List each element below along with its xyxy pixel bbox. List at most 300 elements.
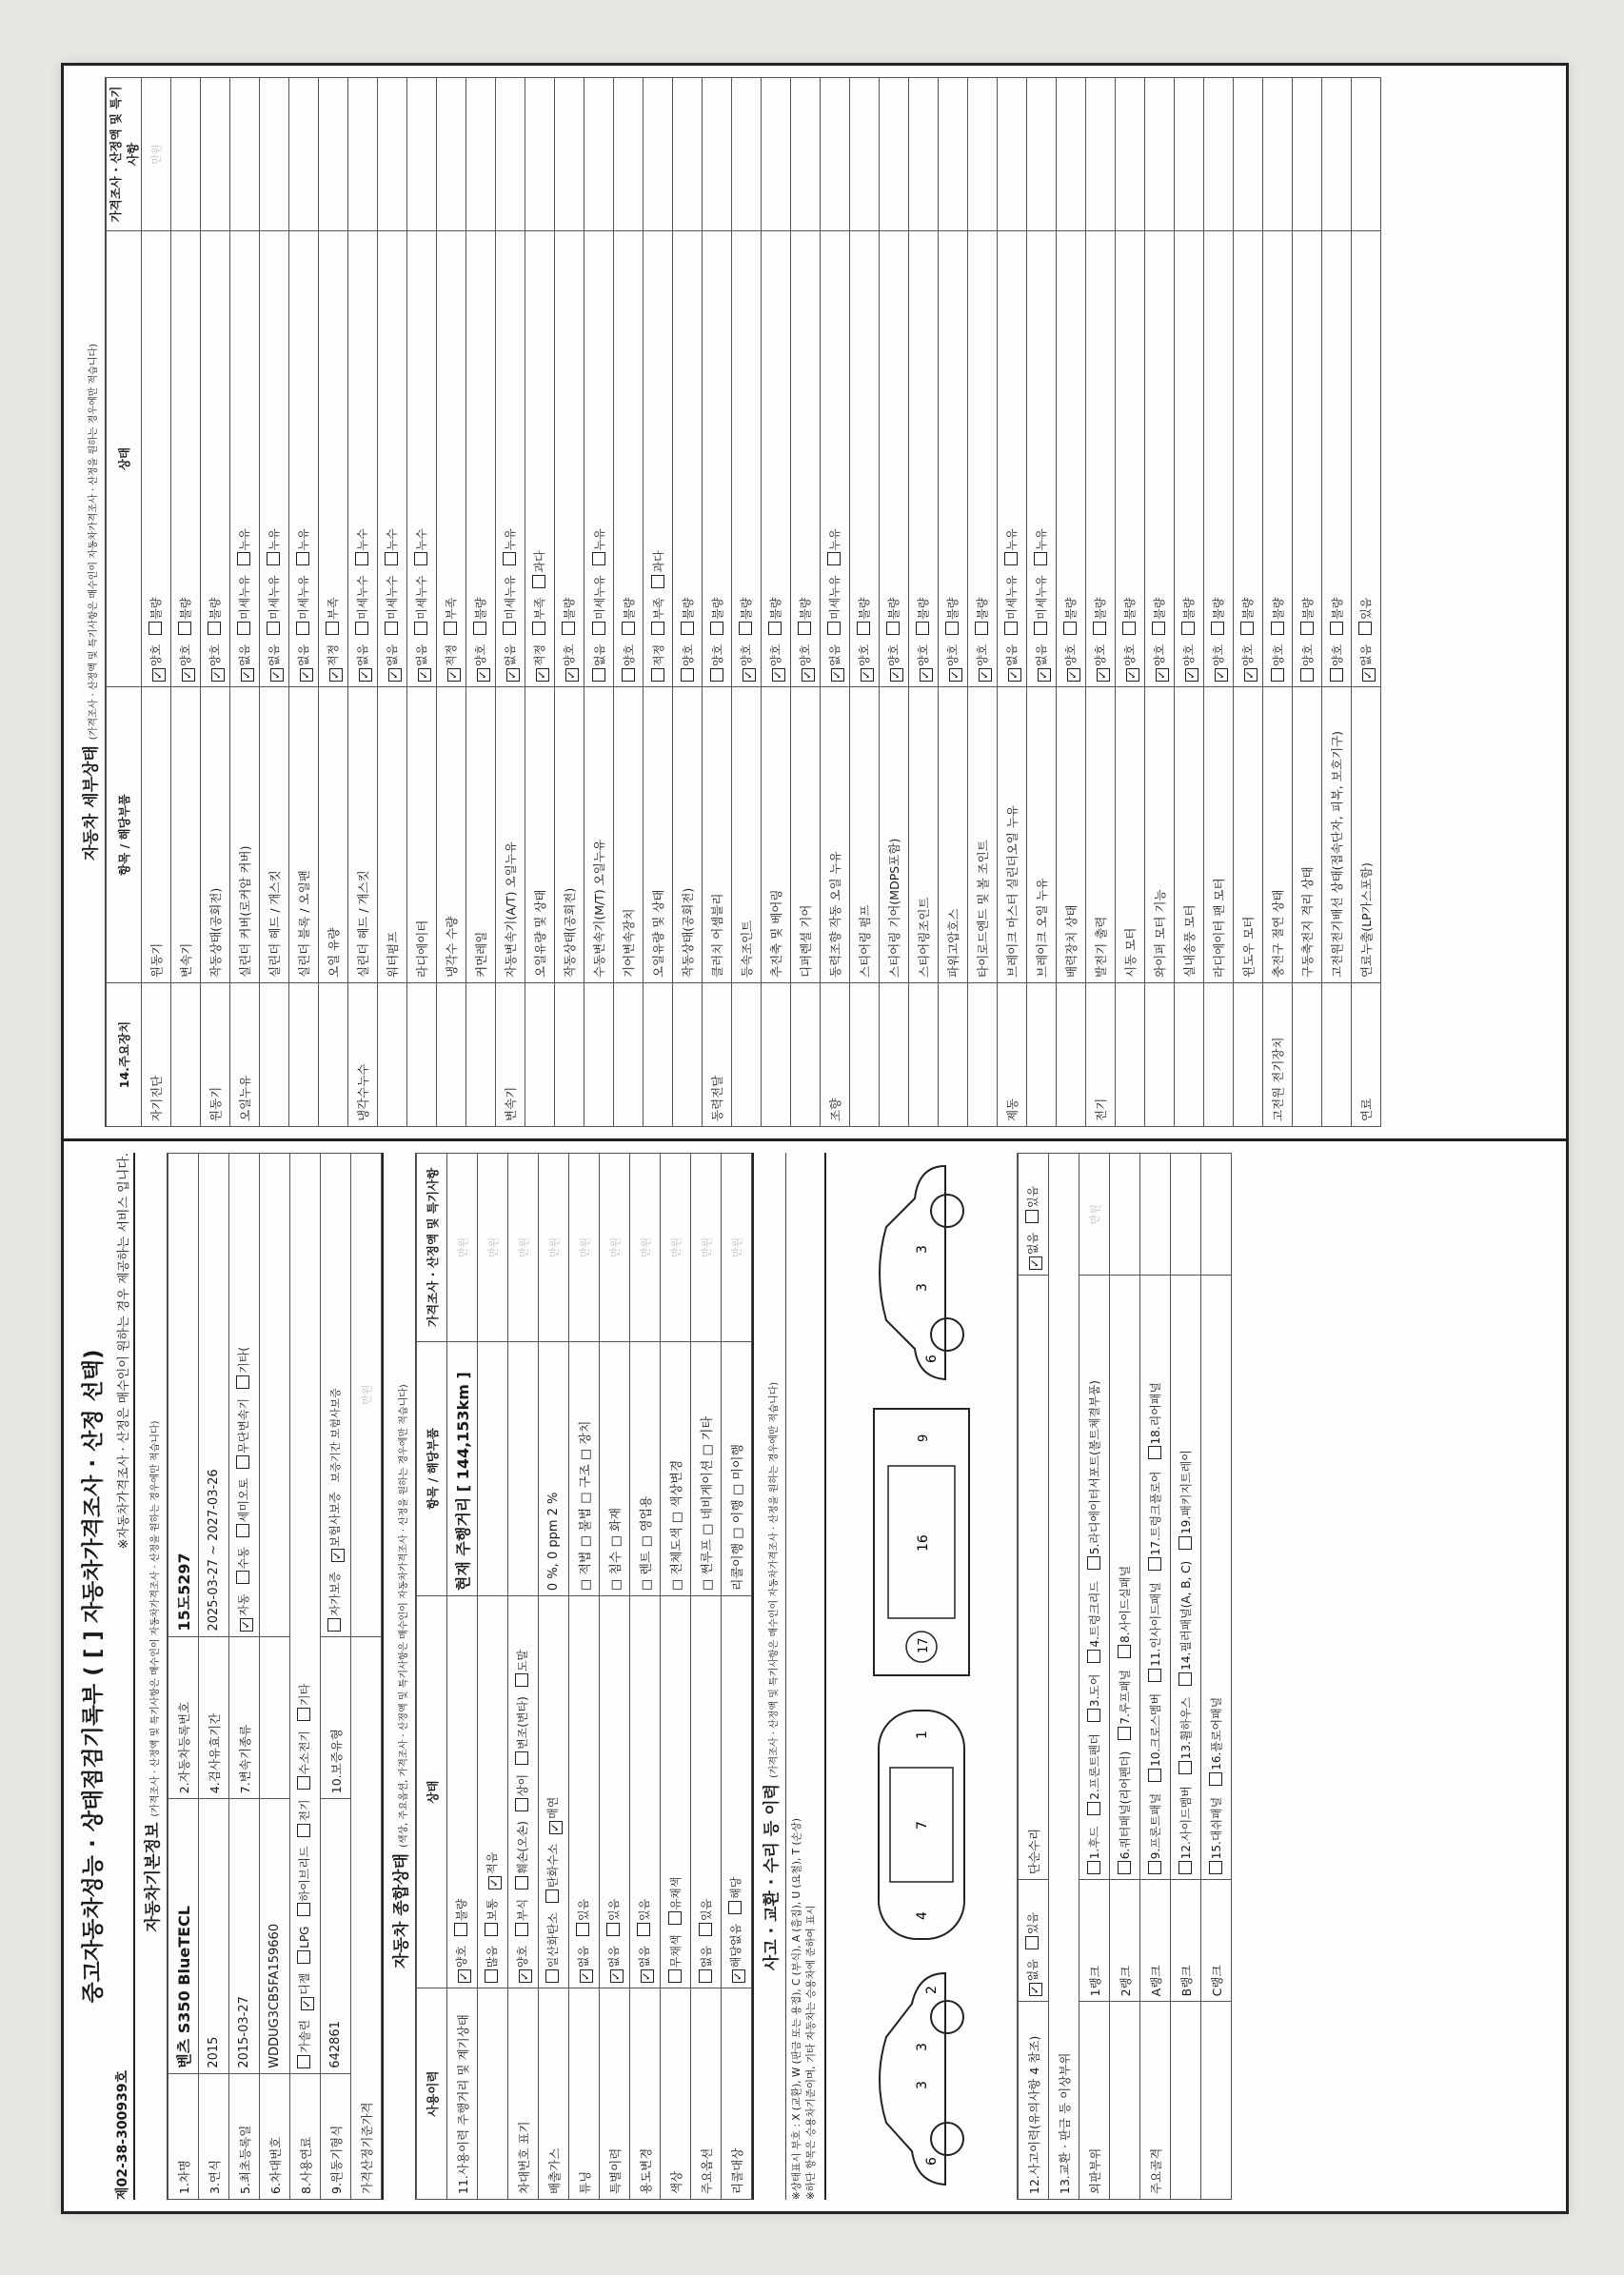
checkbox[interactable] [606,1923,620,1936]
checkbox-option[interactable] [1026,1912,1040,1949]
checkbox[interactable] [182,668,195,682]
part-option[interactable] [1088,1380,1101,1570]
checkbox-option[interactable] [237,1547,250,1584]
checkbox-option[interactable] [208,598,222,635]
checkbox[interactable] [710,668,723,682]
checkbox[interactable] [545,1969,559,1983]
checkbox-option[interactable] [828,644,842,682]
checkbox[interactable] [681,622,694,635]
checkbox-option[interactable] [356,575,369,634]
checkbox-option[interactable] [1035,575,1048,634]
checkbox[interactable] [536,668,549,682]
checkbox[interactable] [710,622,723,635]
checkbox-option[interactable] [327,644,340,682]
checkbox-option[interactable] [297,528,310,565]
checkbox-option[interactable] [593,575,606,634]
checkbox[interactable] [1330,668,1343,682]
checkbox[interactable] [1148,1446,1161,1459]
checkbox-option[interactable] [858,598,871,635]
checkbox[interactable] [772,668,785,682]
checkbox-option[interactable] [711,644,724,682]
checkbox-option[interactable] [652,644,665,682]
part-option[interactable] [1088,1581,1101,1662]
checkbox-option[interactable] [946,644,960,682]
checkbox-option[interactable] [516,1821,529,1889]
checkbox[interactable] [699,1969,712,1983]
checkbox[interactable] [622,668,635,682]
checkbox[interactable] [1300,668,1314,682]
checkbox-option[interactable] [828,575,842,634]
checkbox[interactable] [503,552,516,565]
checkbox-option[interactable] [516,1774,529,1811]
checkbox[interactable] [326,622,339,635]
checkbox-option[interactable] [298,1973,311,2010]
checkbox[interactable] [857,622,870,635]
checkbox-option[interactable] [682,598,695,635]
checkbox-option[interactable] [445,598,458,635]
checkbox[interactable] [802,668,815,682]
checkbox[interactable] [699,1923,712,1936]
checkbox[interactable] [296,552,309,565]
checkbox[interactable] [447,668,461,682]
checkbox-option[interactable] [1272,644,1285,682]
checkbox[interactable] [331,1549,345,1562]
checkbox[interactable] [236,1524,249,1537]
checkbox[interactable] [651,575,664,588]
checkbox[interactable] [975,622,988,635]
checkbox[interactable] [297,1776,310,1790]
checkbox[interactable] [418,668,431,682]
checkbox[interactable] [444,622,457,635]
checkbox[interactable] [414,552,427,565]
checkbox[interactable] [1004,622,1018,635]
checkbox-option[interactable] [1035,528,1048,565]
checkbox[interactable] [152,668,166,682]
checkbox[interactable] [485,1923,498,1936]
checkbox-option[interactable] [1359,644,1373,682]
checkbox[interactable] [1211,622,1224,635]
checkbox-option[interactable] [516,1696,529,1765]
checkbox-option[interactable] [799,598,812,635]
checkbox[interactable] [651,622,664,635]
checkbox-option[interactable] [546,1844,560,1903]
checkbox[interactable] [355,622,368,635]
checkbox-option[interactable] [474,644,487,682]
checkbox[interactable] [1087,1802,1100,1815]
checkbox-option[interactable] [1026,1233,1040,1270]
checkbox-option[interactable] [1182,598,1196,635]
checkbox[interactable] [920,668,933,682]
checkbox[interactable] [592,552,605,565]
checkbox[interactable] [890,668,903,682]
checkbox[interactable] [359,668,372,682]
checkbox-option[interactable] [1359,598,1373,635]
checkbox[interactable] [1038,668,1051,682]
checkbox[interactable] [861,668,874,682]
checkbox-option[interactable] [533,598,546,635]
checkbox[interactable] [916,622,929,635]
checkbox-option[interactable] [237,1347,250,1389]
checkbox[interactable] [1126,668,1139,682]
checkbox[interactable] [1008,668,1021,682]
checkbox[interactable] [1148,1861,1161,1874]
checkbox[interactable] [1178,1672,1192,1686]
checkbox-option[interactable] [415,644,428,682]
checkbox[interactable] [1097,668,1110,682]
checkbox[interactable] [515,1923,528,1936]
checkbox[interactable] [1209,1772,1222,1786]
checkbox-option[interactable] [593,528,606,565]
checkbox[interactable] [827,552,841,565]
checkbox[interactable] [1178,1861,1192,1874]
checkbox[interactable] [886,622,900,635]
checkbox[interactable] [149,622,162,635]
checkbox-option[interactable] [1094,644,1107,682]
part-option[interactable] [1210,1797,1223,1874]
checkbox-option[interactable] [297,644,310,682]
checkbox[interactable] [519,1969,532,1983]
checkbox[interactable] [1300,622,1314,635]
checkbox[interactable] [1244,668,1258,682]
checkbox-option[interactable] [1026,1959,1040,1996]
checkbox[interactable] [1215,668,1228,682]
checkbox[interactable] [329,668,343,682]
checkbox[interactable] [1087,1556,1100,1570]
checkbox-option[interactable] [577,1946,590,1983]
checkbox-option[interactable] [976,644,989,682]
checkbox[interactable] [1118,1645,1131,1658]
checkbox-option[interactable] [682,644,695,682]
checkbox[interactable] [592,668,605,682]
checkbox[interactable] [1029,1256,1042,1270]
checkbox[interactable] [1362,668,1376,682]
checkbox-option[interactable] [179,598,192,635]
checkbox[interactable] [1178,1536,1192,1550]
checkbox[interactable] [576,1923,589,1936]
checkbox[interactable] [1118,1727,1131,1740]
checkbox-option[interactable] [516,1899,529,1936]
checkbox[interactable] [532,622,545,635]
checkbox[interactable] [580,1969,593,1983]
checkbox-option[interactable] [237,1398,250,1469]
checkbox[interactable] [768,622,782,635]
part-option[interactable] [1210,1697,1223,1786]
checkbox[interactable] [1271,668,1284,682]
checkbox[interactable] [237,622,250,635]
checkbox[interactable] [1067,668,1080,682]
checkbox[interactable] [1063,622,1077,635]
checkbox[interactable] [1118,1861,1131,1874]
checkbox-option[interactable] [828,528,842,565]
checkbox-option[interactable] [504,644,517,682]
checkbox-option[interactable] [623,598,636,635]
part-option[interactable] [1119,1566,1132,1658]
checkbox-option[interactable] [887,644,901,682]
checkbox-option[interactable] [917,644,930,682]
checkbox-option[interactable] [946,598,960,635]
checkbox-option[interactable] [298,1847,311,1917]
checkbox[interactable] [297,1824,310,1837]
checkbox-option[interactable] [740,598,753,635]
checkbox-option[interactable] [652,550,665,587]
checkbox[interactable] [565,668,579,682]
part-option[interactable] [1149,1582,1162,1682]
checkbox[interactable] [637,1923,650,1936]
checkbox[interactable] [1148,1769,1161,1782]
checkbox[interactable] [798,622,811,635]
checkbox[interactable] [473,622,486,635]
checkbox-option[interactable] [297,575,310,634]
checkbox-option[interactable] [669,1934,683,1983]
part-option[interactable] [1179,1786,1193,1874]
checkbox[interactable] [1087,1861,1100,1874]
checkbox[interactable] [945,622,959,635]
checkbox[interactable] [1025,1210,1039,1223]
checkbox[interactable] [506,668,520,682]
checkbox[interactable] [732,1969,745,1983]
checkbox[interactable] [236,1455,249,1469]
checkbox[interactable] [592,622,605,635]
checkbox-option[interactable] [485,1899,499,1936]
checkbox-option[interactable] [669,1877,683,1926]
checkbox[interactable] [1152,622,1165,635]
checkbox-option[interactable] [1241,598,1255,635]
checkbox-option[interactable] [238,575,251,634]
checkbox-option[interactable] [208,644,222,682]
checkbox-option[interactable] [298,1927,311,1964]
checkbox[interactable] [641,1969,654,1983]
checkbox-option[interactable] [298,1731,311,1790]
checkbox[interactable] [515,1673,528,1687]
checkbox-option[interactable] [327,598,340,635]
checkbox-option[interactable] [700,1946,713,1983]
checkbox-option[interactable] [238,644,251,682]
part-option[interactable] [1149,1382,1162,1459]
checkbox[interactable] [297,1950,310,1964]
checkbox[interactable] [728,1901,742,1914]
checkbox[interactable] [739,622,752,635]
checkbox[interactable] [1122,622,1136,635]
checkbox-option[interactable] [149,644,163,682]
checkbox[interactable] [1185,668,1198,682]
checkbox-option[interactable] [976,598,989,635]
checkbox[interactable] [1087,1709,1100,1722]
checkbox[interactable] [668,1969,682,1983]
checkbox[interactable] [300,668,313,682]
checkbox-option[interactable] [1182,644,1196,682]
checkbox-option[interactable] [1301,644,1315,682]
checkbox-option[interactable] [415,575,428,634]
part-option[interactable] [1088,1674,1101,1723]
checkbox-option[interactable] [769,598,782,635]
checkbox-option[interactable] [328,1572,342,1631]
checkbox[interactable] [458,1969,471,1983]
checkbox-option[interactable] [623,644,636,682]
checkbox[interactable] [622,622,635,635]
checkbox-option[interactable] [237,1478,250,1537]
checkbox-option[interactable] [887,598,901,635]
checkbox-option[interactable] [238,528,251,565]
checkbox-option[interactable] [1241,644,1255,682]
checkbox[interactable] [454,1923,467,1936]
part-option[interactable] [1179,1450,1193,1550]
checkbox[interactable] [503,622,516,635]
checkbox-option[interactable] [1094,598,1107,635]
checkbox-option[interactable] [652,598,665,635]
checkbox[interactable] [485,1969,498,1983]
checkbox-option[interactable] [607,1946,621,1983]
part-option[interactable] [1179,1561,1193,1686]
checkbox-option[interactable] [799,644,812,682]
checkbox-option[interactable] [356,528,369,565]
checkbox[interactable] [610,1969,624,1983]
checkbox[interactable] [1148,1557,1161,1571]
checkbox[interactable] [681,668,694,682]
checkbox-option[interactable] [1331,598,1344,635]
checkbox-option[interactable] [1153,644,1166,682]
checkbox-option[interactable] [1005,575,1019,634]
checkbox-option[interactable] [577,1899,590,1936]
part-option[interactable] [1088,1733,1101,1814]
checkbox[interactable] [208,622,221,635]
checkbox[interactable] [979,668,992,682]
checkbox-option[interactable] [1005,644,1019,682]
checkbox-option[interactable] [267,528,281,565]
checkbox[interactable] [827,622,841,635]
checkbox[interactable] [743,668,756,682]
checkbox-option[interactable] [386,528,399,565]
part-option[interactable] [1088,1827,1101,1875]
checkbox-option[interactable] [445,644,458,682]
checkbox[interactable] [1181,622,1195,635]
checkbox[interactable] [1004,552,1018,565]
checkbox[interactable] [178,622,191,635]
checkbox[interactable] [515,1751,528,1765]
checkbox-option[interactable] [1064,644,1078,682]
checkbox-option[interactable] [179,644,192,682]
checkbox[interactable] [1029,1983,1042,1996]
checkbox[interactable] [1178,1761,1192,1774]
checkbox[interactable] [1093,622,1106,635]
checkbox-option[interactable] [607,1899,621,1936]
checkbox-option[interactable] [386,575,399,634]
checkbox-option[interactable] [455,1899,468,1936]
checkbox[interactable] [549,1821,563,1834]
checkbox-option[interactable] [1026,1186,1040,1223]
checkbox[interactable] [267,622,280,635]
checkbox[interactable] [301,1997,314,2010]
checkbox-option[interactable] [1123,598,1137,635]
checkbox[interactable] [240,1618,253,1632]
checkbox[interactable] [1209,1861,1222,1874]
checkbox-option[interactable] [386,644,399,682]
checkbox-option[interactable] [546,1912,560,1983]
checkbox[interactable] [211,668,225,682]
checkbox[interactable] [1025,1936,1039,1949]
checkbox-option[interactable] [415,528,428,565]
checkbox-option[interactable] [593,644,606,682]
checkbox[interactable] [651,668,664,682]
checkbox[interactable] [414,622,427,635]
checkbox-option[interactable] [769,644,782,682]
checkbox[interactable] [237,552,250,565]
checkbox[interactable] [1034,622,1047,635]
checkbox-option[interactable] [267,575,281,634]
checkbox-option[interactable] [298,2020,311,2068]
checkbox[interactable] [515,1798,528,1811]
checkbox-option[interactable] [485,1852,499,1889]
checkbox[interactable] [267,552,280,565]
checkbox[interactable] [385,552,398,565]
checkbox[interactable] [831,668,844,682]
checkbox[interactable] [562,622,575,635]
checkbox-option[interactable] [1035,644,1048,682]
checkbox[interactable] [388,668,402,682]
checkbox-option[interactable] [729,1877,743,1914]
checkbox-option[interactable] [700,1899,713,1936]
checkbox[interactable] [327,1618,341,1632]
checkbox[interactable] [1087,1650,1100,1663]
checkbox-option[interactable] [149,598,163,635]
checkbox[interactable] [477,668,490,682]
checkbox[interactable] [297,1904,310,1917]
checkbox-option[interactable] [298,1684,311,1721]
checkbox-option[interactable] [328,1492,342,1562]
checkbox-option[interactable] [1005,528,1019,565]
checkbox-option[interactable] [504,575,517,634]
checkbox[interactable] [270,668,284,682]
checkbox[interactable] [1156,668,1169,682]
checkbox[interactable] [1240,622,1254,635]
checkbox[interactable] [1358,622,1372,635]
checkbox-option[interactable] [638,1946,651,1983]
checkbox[interactable] [515,1876,528,1889]
checkbox-option[interactable] [516,1946,529,1983]
part-option[interactable] [1149,1693,1162,1782]
checkbox-option[interactable] [455,1946,468,1983]
checkbox[interactable] [355,552,368,565]
part-option[interactable] [1119,1751,1132,1875]
checkbox-option[interactable] [237,1593,250,1631]
checkbox-option[interactable] [563,598,576,635]
checkbox-option[interactable] [546,1797,560,1834]
checkbox[interactable] [297,2055,310,2068]
checkbox-option[interactable] [516,1650,529,1687]
checkbox[interactable] [1271,622,1284,635]
checkbox[interactable] [1034,552,1047,565]
checkbox-option[interactable] [504,528,517,565]
checkbox-option[interactable] [563,644,576,682]
checkbox-option[interactable] [267,644,281,682]
part-option[interactable] [1149,1471,1162,1571]
checkbox-option[interactable] [1331,644,1344,682]
part-option[interactable] [1149,1793,1162,1874]
checkbox-option[interactable] [729,1924,743,1983]
checkbox-option[interactable] [1064,598,1078,635]
checkbox[interactable] [1330,622,1343,635]
checkbox[interactable] [236,1375,249,1389]
checkbox-option[interactable] [1153,598,1166,635]
checkbox-option[interactable] [711,598,724,635]
checkbox-option[interactable] [740,644,753,682]
checkbox[interactable] [949,668,962,682]
checkbox-option[interactable] [474,598,487,635]
checkbox[interactable] [532,575,545,588]
checkbox-option[interactable] [1212,598,1225,635]
part-option[interactable] [1179,1697,1193,1774]
checkbox[interactable] [488,1876,502,1889]
checkbox-option[interactable] [533,644,546,682]
